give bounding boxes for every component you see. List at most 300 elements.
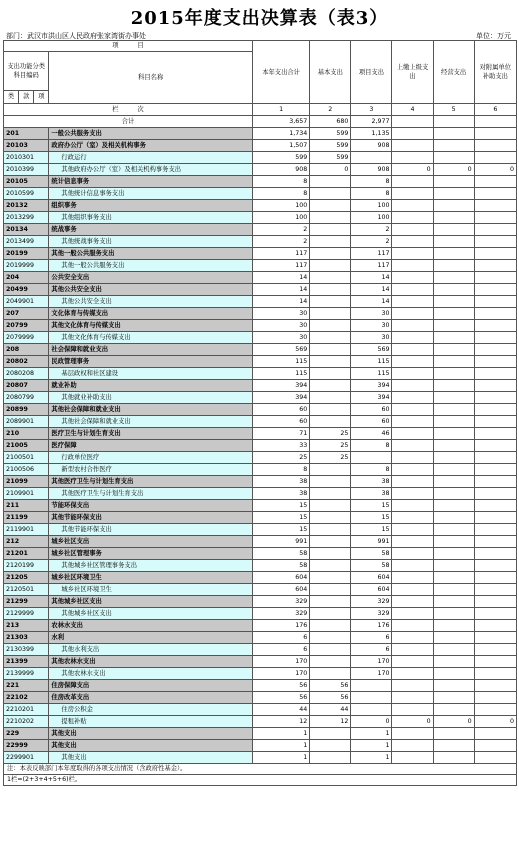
table-row bbox=[4, 380, 517, 392]
table-row bbox=[4, 332, 517, 344]
row-name: 其他文化体育与传媒支出 bbox=[49, 332, 252, 344]
row-value: 60 bbox=[252, 416, 309, 428]
row-value: 46 bbox=[351, 428, 392, 440]
row-value bbox=[392, 140, 433, 152]
row-value bbox=[310, 668, 351, 680]
row-value bbox=[351, 692, 392, 704]
row-code: 2139999 bbox=[4, 668, 49, 680]
table-row bbox=[4, 572, 517, 584]
row-value bbox=[392, 656, 433, 668]
row-value bbox=[392, 128, 433, 140]
row-value bbox=[392, 272, 433, 284]
row-name: 其他统战事务支出 bbox=[49, 236, 252, 248]
row-code: 2010301 bbox=[4, 152, 49, 164]
row-value bbox=[474, 596, 516, 608]
row-value bbox=[433, 356, 474, 368]
row-value: 394 bbox=[252, 380, 309, 392]
row-value bbox=[310, 644, 351, 656]
row-value bbox=[351, 680, 392, 692]
row-value bbox=[433, 488, 474, 500]
row-code: 2210202 bbox=[4, 716, 49, 728]
row-value bbox=[310, 512, 351, 524]
row-value: 329 bbox=[252, 608, 309, 620]
row-value: 14 bbox=[252, 272, 309, 284]
row-value bbox=[392, 368, 433, 380]
row-value bbox=[392, 668, 433, 680]
table-row bbox=[4, 404, 517, 416]
row-code: 21005 bbox=[4, 440, 49, 452]
col-num-1: 1 bbox=[252, 104, 309, 116]
row-value bbox=[392, 596, 433, 608]
row-value: 117 bbox=[252, 248, 309, 260]
total-value bbox=[474, 116, 516, 128]
row-value bbox=[310, 416, 351, 428]
row-name: 住房改革支出 bbox=[49, 692, 252, 704]
row-value: 8 bbox=[351, 464, 392, 476]
total-value bbox=[433, 116, 474, 128]
row-code: 2013299 bbox=[4, 212, 49, 224]
row-value bbox=[392, 248, 433, 260]
row-code: 21399 bbox=[4, 656, 49, 668]
row-value bbox=[433, 236, 474, 248]
row-code: 20105 bbox=[4, 176, 49, 188]
row-value bbox=[433, 128, 474, 140]
row-value: 1 bbox=[351, 728, 392, 740]
row-value: 176 bbox=[351, 620, 392, 632]
row-code: 21199 bbox=[4, 512, 49, 524]
row-code: 20802 bbox=[4, 356, 49, 368]
row-value: 56 bbox=[310, 680, 351, 692]
row-value bbox=[474, 176, 516, 188]
row-value bbox=[474, 740, 516, 752]
page-title: 2015年度支出决算表（表3） bbox=[130, 8, 389, 29]
row-value bbox=[310, 332, 351, 344]
row-value bbox=[433, 536, 474, 548]
row-code: 212 bbox=[4, 536, 49, 548]
row-value bbox=[474, 440, 516, 452]
row-value bbox=[351, 704, 392, 716]
col-num-5: 5 bbox=[433, 104, 474, 116]
table-row bbox=[4, 368, 517, 380]
row-code: 20103 bbox=[4, 140, 49, 152]
row-value: 58 bbox=[351, 548, 392, 560]
row-value: 604 bbox=[351, 584, 392, 596]
row-value: 0 bbox=[474, 164, 516, 176]
row-name: 住房保障支出 bbox=[49, 680, 252, 692]
row-name: 住房公积金 bbox=[49, 704, 252, 716]
row-value: 0 bbox=[392, 716, 433, 728]
row-value bbox=[474, 200, 516, 212]
row-value: 56 bbox=[252, 692, 309, 704]
table-row bbox=[4, 200, 517, 212]
table-row bbox=[4, 188, 517, 200]
row-value: 329 bbox=[351, 596, 392, 608]
row-value: 394 bbox=[351, 380, 392, 392]
table-row bbox=[4, 728, 517, 740]
row-value bbox=[433, 212, 474, 224]
row-value bbox=[433, 464, 474, 476]
row-code: 229 bbox=[4, 728, 49, 740]
table-row bbox=[4, 356, 517, 368]
row-value: 6 bbox=[351, 632, 392, 644]
row-code: 21299 bbox=[4, 596, 49, 608]
row-value: 394 bbox=[351, 392, 392, 404]
row-code: 211 bbox=[4, 500, 49, 512]
row-name: 医疗保障 bbox=[49, 440, 252, 452]
row-name: 节能环保支出 bbox=[49, 500, 252, 512]
row-value bbox=[433, 224, 474, 236]
row-name: 其他统计信息事务支出 bbox=[49, 188, 252, 200]
row-name: 提租补贴 bbox=[49, 716, 252, 728]
row-value bbox=[474, 344, 516, 356]
row-value bbox=[433, 476, 474, 488]
row-value: 176 bbox=[252, 620, 309, 632]
row-value: 15 bbox=[351, 524, 392, 536]
row-value bbox=[433, 176, 474, 188]
row-value bbox=[433, 596, 474, 608]
row-value bbox=[474, 368, 516, 380]
table-row bbox=[4, 440, 517, 452]
row-value: 60 bbox=[252, 404, 309, 416]
row-name: 其他农林水支出 bbox=[49, 668, 252, 680]
row-value: 25 bbox=[310, 440, 351, 452]
row-value bbox=[433, 332, 474, 344]
row-value bbox=[392, 464, 433, 476]
row-value: 1 bbox=[252, 728, 309, 740]
row-value: 115 bbox=[351, 368, 392, 380]
table-row bbox=[4, 248, 517, 260]
table-row bbox=[4, 536, 517, 548]
row-value bbox=[474, 488, 516, 500]
row-value bbox=[392, 584, 433, 596]
row-value bbox=[433, 680, 474, 692]
row-value bbox=[474, 644, 516, 656]
row-value: 33 bbox=[252, 440, 309, 452]
row-value bbox=[433, 608, 474, 620]
row-value bbox=[474, 416, 516, 428]
row-name: 其他组织事务支出 bbox=[49, 212, 252, 224]
row-value bbox=[310, 356, 351, 368]
row-value: 60 bbox=[351, 404, 392, 416]
row-name: 其他公共安全支出 bbox=[49, 296, 252, 308]
row-code: 2130399 bbox=[4, 644, 49, 656]
row-value bbox=[310, 656, 351, 668]
table-row bbox=[4, 476, 517, 488]
row-name: 城乡社区管理事务 bbox=[49, 548, 252, 560]
row-value bbox=[392, 572, 433, 584]
row-code: 221 bbox=[4, 680, 49, 692]
row-value bbox=[474, 404, 516, 416]
table-row bbox=[4, 692, 517, 704]
row-value: 30 bbox=[351, 320, 392, 332]
row-code: 2019999 bbox=[4, 260, 49, 272]
row-value bbox=[474, 560, 516, 572]
row-value: 908 bbox=[351, 164, 392, 176]
table-row bbox=[4, 260, 517, 272]
row-value: 100 bbox=[252, 200, 309, 212]
table-note: 注：本表反映部门本年度取得的各项支出情况（含政府性基金）。 bbox=[3, 764, 517, 775]
row-value bbox=[310, 572, 351, 584]
table-row bbox=[4, 428, 517, 440]
row-value: 170 bbox=[351, 656, 392, 668]
table-row bbox=[4, 320, 517, 332]
row-value: 38 bbox=[351, 488, 392, 500]
row-value: 44 bbox=[310, 704, 351, 716]
row-value: 170 bbox=[252, 668, 309, 680]
row-value: 394 bbox=[252, 392, 309, 404]
row-value bbox=[392, 524, 433, 536]
row-value bbox=[310, 248, 351, 260]
header-col-1: 本年支出合计 bbox=[252, 41, 309, 104]
row-value: 908 bbox=[252, 164, 309, 176]
row-value bbox=[392, 392, 433, 404]
row-value: 14 bbox=[351, 296, 392, 308]
row-value bbox=[474, 284, 516, 296]
row-value bbox=[433, 704, 474, 716]
row-value: 100 bbox=[351, 200, 392, 212]
row-value bbox=[351, 152, 392, 164]
row-value bbox=[392, 188, 433, 200]
row-value bbox=[433, 584, 474, 596]
table-formula-note: 1栏=(2+3+4+5+6)栏。 bbox=[3, 775, 517, 786]
row-name: 基层政权和社区建设 bbox=[49, 368, 252, 380]
table-row bbox=[4, 548, 517, 560]
row-value: 25 bbox=[310, 452, 351, 464]
table-row bbox=[4, 716, 517, 728]
table-row bbox=[4, 632, 517, 644]
col-num-6: 6 bbox=[474, 104, 516, 116]
row-value: 14 bbox=[252, 296, 309, 308]
table-row bbox=[4, 452, 517, 464]
row-value bbox=[310, 284, 351, 296]
row-code: 2109901 bbox=[4, 488, 49, 500]
row-value bbox=[392, 200, 433, 212]
table-row bbox=[4, 608, 517, 620]
row-code: 2080799 bbox=[4, 392, 49, 404]
row-value bbox=[392, 356, 433, 368]
row-value: 908 bbox=[351, 140, 392, 152]
row-value: 60 bbox=[351, 416, 392, 428]
row-name: 其他农林水支出 bbox=[49, 656, 252, 668]
row-value bbox=[474, 656, 516, 668]
row-value bbox=[392, 560, 433, 572]
row-code: 22999 bbox=[4, 740, 49, 752]
row-value: 30 bbox=[351, 308, 392, 320]
row-value bbox=[310, 380, 351, 392]
row-value bbox=[310, 344, 351, 356]
row-value: 1,734 bbox=[252, 128, 309, 140]
table-row bbox=[4, 560, 517, 572]
row-value bbox=[392, 752, 433, 764]
row-value: 58 bbox=[252, 548, 309, 560]
row-value bbox=[474, 248, 516, 260]
row-value bbox=[392, 680, 433, 692]
row-value bbox=[310, 200, 351, 212]
row-value: 115 bbox=[252, 368, 309, 380]
row-name: 城乡社区环境卫生 bbox=[49, 572, 252, 584]
row-value bbox=[474, 188, 516, 200]
row-value bbox=[310, 212, 351, 224]
row-value: 14 bbox=[252, 284, 309, 296]
row-value: 38 bbox=[351, 476, 392, 488]
row-value: 991 bbox=[252, 536, 309, 548]
row-name: 社会保障和就业支出 bbox=[49, 344, 252, 356]
row-code: 210 bbox=[4, 428, 49, 440]
row-value: 1 bbox=[351, 740, 392, 752]
row-code: 2119901 bbox=[4, 524, 49, 536]
row-value bbox=[474, 320, 516, 332]
total-value: 2,977 bbox=[351, 116, 392, 128]
row-value bbox=[433, 644, 474, 656]
table-row bbox=[4, 524, 517, 536]
row-value: 71 bbox=[252, 428, 309, 440]
row-code: 20132 bbox=[4, 200, 49, 212]
row-code: 21099 bbox=[4, 476, 49, 488]
table-row bbox=[4, 620, 517, 632]
col-num-3: 3 bbox=[351, 104, 392, 116]
row-code: 2100501 bbox=[4, 452, 49, 464]
table-row bbox=[4, 668, 517, 680]
row-value bbox=[392, 212, 433, 224]
row-value: 30 bbox=[252, 308, 309, 320]
row-value bbox=[474, 392, 516, 404]
table-row bbox=[4, 308, 517, 320]
row-value: 56 bbox=[252, 680, 309, 692]
row-value bbox=[433, 512, 474, 524]
row-value bbox=[392, 692, 433, 704]
row-value: 117 bbox=[252, 260, 309, 272]
row-value bbox=[310, 296, 351, 308]
row-value: 6 bbox=[252, 632, 309, 644]
row-value bbox=[310, 608, 351, 620]
department-label: 部门：武汉市洪山区人民政府张家湾街办事处 bbox=[6, 32, 146, 40]
row-value bbox=[310, 524, 351, 536]
table-row bbox=[4, 296, 517, 308]
row-value bbox=[310, 620, 351, 632]
table-row bbox=[4, 284, 517, 296]
row-code: 2120199 bbox=[4, 560, 49, 572]
row-name: 民政管理事务 bbox=[49, 356, 252, 368]
row-name: 其他就业补助支出 bbox=[49, 392, 252, 404]
row-name: 水利 bbox=[49, 632, 252, 644]
row-value bbox=[474, 752, 516, 764]
row-value: 8 bbox=[351, 440, 392, 452]
row-value bbox=[474, 512, 516, 524]
row-value bbox=[433, 188, 474, 200]
row-name: 其他节能环保支出 bbox=[49, 512, 252, 524]
row-value: 58 bbox=[351, 560, 392, 572]
row-name: 新型农村合作医疗 bbox=[49, 464, 252, 476]
row-value bbox=[474, 476, 516, 488]
row-name: 行政运行 bbox=[49, 152, 252, 164]
row-name: 其他城乡社区支出 bbox=[49, 608, 252, 620]
row-value bbox=[474, 128, 516, 140]
row-value: 604 bbox=[252, 572, 309, 584]
header-code-group: 支出功能分类科目编码 bbox=[4, 52, 49, 91]
table-row bbox=[4, 644, 517, 656]
row-value bbox=[433, 656, 474, 668]
row-value: 0 bbox=[392, 164, 433, 176]
row-code: 2120501 bbox=[4, 584, 49, 596]
row-value bbox=[474, 548, 516, 560]
row-name: 其他医疗卫生与计划生育支出 bbox=[49, 488, 252, 500]
row-value: 0 bbox=[351, 716, 392, 728]
row-value bbox=[474, 152, 516, 164]
table-row bbox=[4, 128, 517, 140]
row-value: 8 bbox=[351, 188, 392, 200]
header-col-3: 项目支出 bbox=[351, 41, 392, 104]
row-value bbox=[433, 320, 474, 332]
row-value bbox=[310, 188, 351, 200]
row-name: 文化体育与传媒支出 bbox=[49, 308, 252, 320]
row-value bbox=[433, 248, 474, 260]
row-code: 20199 bbox=[4, 248, 49, 260]
row-code: 22102 bbox=[4, 692, 49, 704]
row-name: 其他社会保障和就业支出 bbox=[49, 416, 252, 428]
row-name: 其他文化体育与传媒支出 bbox=[49, 320, 252, 332]
row-value bbox=[433, 500, 474, 512]
row-value bbox=[310, 488, 351, 500]
row-name: 组织事务 bbox=[49, 200, 252, 212]
row-value bbox=[474, 272, 516, 284]
row-value bbox=[310, 404, 351, 416]
expenditure-table bbox=[3, 40, 517, 764]
row-value bbox=[392, 308, 433, 320]
row-value: 15 bbox=[252, 512, 309, 524]
row-value bbox=[310, 260, 351, 272]
row-value bbox=[433, 404, 474, 416]
row-value bbox=[433, 728, 474, 740]
total-value bbox=[392, 116, 433, 128]
row-name: 农林水支出 bbox=[49, 620, 252, 632]
row-value bbox=[433, 380, 474, 392]
header-col-5: 经营支出 bbox=[433, 41, 474, 104]
header-col-4: 上缴上级支出 bbox=[392, 41, 433, 104]
row-value bbox=[433, 140, 474, 152]
row-value bbox=[310, 224, 351, 236]
row-name: 一般公共服务支出 bbox=[49, 128, 252, 140]
header-col-2: 基本支出 bbox=[310, 41, 351, 104]
total-label: 合计 bbox=[4, 116, 253, 128]
row-value bbox=[392, 332, 433, 344]
row-value bbox=[433, 632, 474, 644]
table-row bbox=[4, 500, 517, 512]
row-code: 2129999 bbox=[4, 608, 49, 620]
row-value bbox=[310, 176, 351, 188]
row-value bbox=[433, 440, 474, 452]
row-value bbox=[392, 224, 433, 236]
row-value: 8 bbox=[252, 176, 309, 188]
row-value: 329 bbox=[351, 608, 392, 620]
row-name: 行政单位医疗 bbox=[49, 452, 252, 464]
row-code: 2049901 bbox=[4, 296, 49, 308]
row-value: 25 bbox=[310, 428, 351, 440]
row-name: 统战事务 bbox=[49, 224, 252, 236]
row-value bbox=[474, 584, 516, 596]
row-name: 其他节能环保支出 bbox=[49, 524, 252, 536]
row-value bbox=[474, 704, 516, 716]
header-col-6: 对附属单位补助支出 bbox=[474, 41, 516, 104]
row-value bbox=[433, 416, 474, 428]
table-row bbox=[4, 740, 517, 752]
table-row bbox=[4, 416, 517, 428]
row-value bbox=[392, 512, 433, 524]
table-row bbox=[4, 224, 517, 236]
row-code: 2299901 bbox=[4, 752, 49, 764]
row-value bbox=[392, 536, 433, 548]
row-value: 0 bbox=[310, 164, 351, 176]
row-value: 8 bbox=[252, 188, 309, 200]
